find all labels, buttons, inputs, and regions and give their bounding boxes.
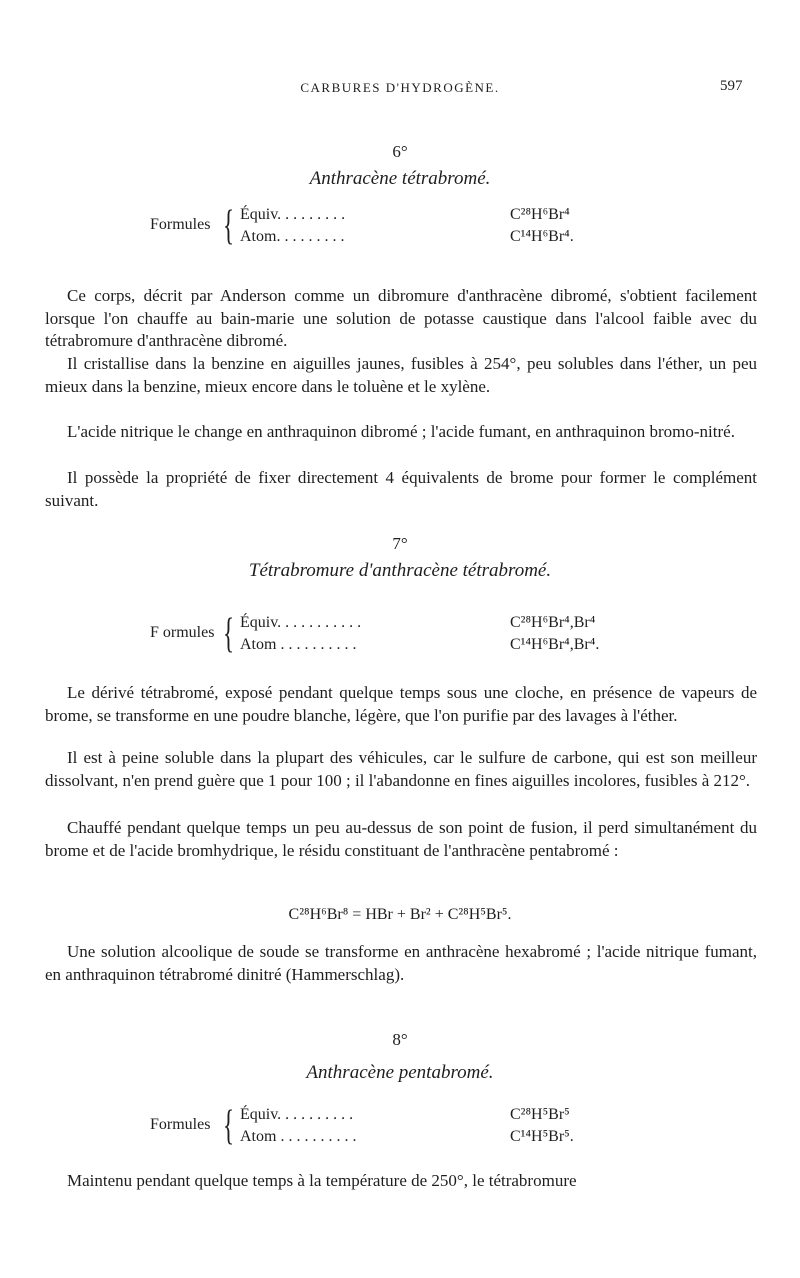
section-6-title: Anthracène tétrabromé. [309, 168, 491, 189]
formula-value: C¹⁴H⁶Br⁴. [510, 228, 574, 245]
running-header: CARBURES D'HYDROGÈNE. [300, 80, 500, 95]
formula-value: C²⁸H⁵Br⁵ [510, 1106, 570, 1123]
formula-value: C²⁸H⁶Br⁴ [510, 206, 570, 223]
section-7-title: Tétrabromure d'anthracène tétrabromé. [248, 560, 552, 581]
paragraph: L'acide nitrique le change en anthraquinon dibromé ; l'acide fumant, en anthraquinon bromo-nitré. [67, 422, 735, 441]
section-7-number: 7° [392, 534, 408, 553]
formula-name: Atom. . . . . . . . . [240, 228, 345, 245]
brace-icon: { [223, 611, 235, 657]
paragraph: Ce corps, décrit par Anderson comme un dibromure d'anthracène dibromé, s'obtient facilement lorsque l'on chauffe au bain-marie une solution de potasse caustique dans l'alcool faible avec du tétrabromure d'anthracène dibromé. [45, 286, 757, 351]
paragraph: Il est à peine soluble dans la plupart des véhicules, car le sulfure de carbone, qui est son meilleur dissolvant, n'en prend guère que 1 pour 100 ; il l'abandonne en fines aiguilles incolores, fusibles à 212°. [45, 748, 757, 790]
formula-value: C¹⁴H⁶Br⁴,Br⁴. [510, 636, 600, 653]
formula-row-equiv [240, 206, 570, 224]
formula-row-atom [240, 228, 574, 246]
formula-name: Équiv. . . . . . . . . [240, 206, 346, 223]
brace-icon: { [223, 203, 235, 249]
section-6-number: 6° [392, 142, 408, 161]
formula-name: Équiv. . . . . . . . . . . [240, 614, 362, 631]
formulas-label: F ormules [150, 624, 215, 641]
section-6-formulas [150, 203, 670, 250]
paragraph: Maintenu pendant quelque temps à la température de 250°, le tétrabromure [67, 1171, 577, 1190]
paragraph: Il possède la propriété de fixer directement 4 équivalents de brome pour former le complément suivant. [45, 468, 757, 510]
formula-value: C²⁸H⁶Br⁴,Br⁴ [510, 614, 596, 631]
paragraph: Il cristallise dans la benzine en aiguilles jaunes, fusibles à 254°, peu solubles dans l'éther, un peu mieux dans la benzine, mieux encore dans le toluène et le xylène. [45, 354, 757, 396]
page-number: 597 [720, 78, 743, 94]
formula-row-equiv [240, 614, 596, 632]
paragraph: Chauffé pendant quelque temps un peu au-dessus de son point de fusion, il perd simultanément du brome et de l'acide bromhydrique, le résidu constituant de l'anthracène pentabromé : [45, 818, 757, 860]
equation: C²⁸H⁶Br⁸ = HBr + Br² + C²⁸H⁵Br⁵. [288, 906, 512, 923]
paragraph: Le dérivé tétrabromé, exposé pendant quelque temps sous une cloche, en présence de vapeurs de brome, se transforme en une poudre blanche, légère, que l'on purifie par des lavages à l'éther. [45, 683, 757, 725]
formula-name: Équiv. . . . . . . . . . [240, 1106, 354, 1123]
paragraph: Une solution alcoolique de soude se transforme en anthracène hexabromé ; l'acide nitrique fumant, en anthraquinon tétrabromé dinitré (Hammerschlag). [45, 942, 757, 984]
section-8-title: Anthracène pentabromé. [306, 1062, 494, 1083]
formula-name: Atom . . . . . . . . . . [240, 636, 357, 653]
formula-row-atom [240, 1128, 574, 1146]
section-7-formulas [150, 611, 670, 658]
section-8-formulas [150, 1103, 670, 1150]
formula-name: Atom . . . . . . . . . . [240, 1128, 357, 1145]
formula-value: C¹⁴H⁵Br⁵. [510, 1128, 574, 1145]
formulas-label: Formules [150, 216, 211, 233]
brace-icon: { [223, 1103, 235, 1149]
formula-row-atom [240, 636, 600, 654]
formula-row-equiv [240, 1106, 570, 1124]
section-8-number: 8° [392, 1030, 408, 1049]
formulas-label: Formules [150, 1116, 211, 1133]
